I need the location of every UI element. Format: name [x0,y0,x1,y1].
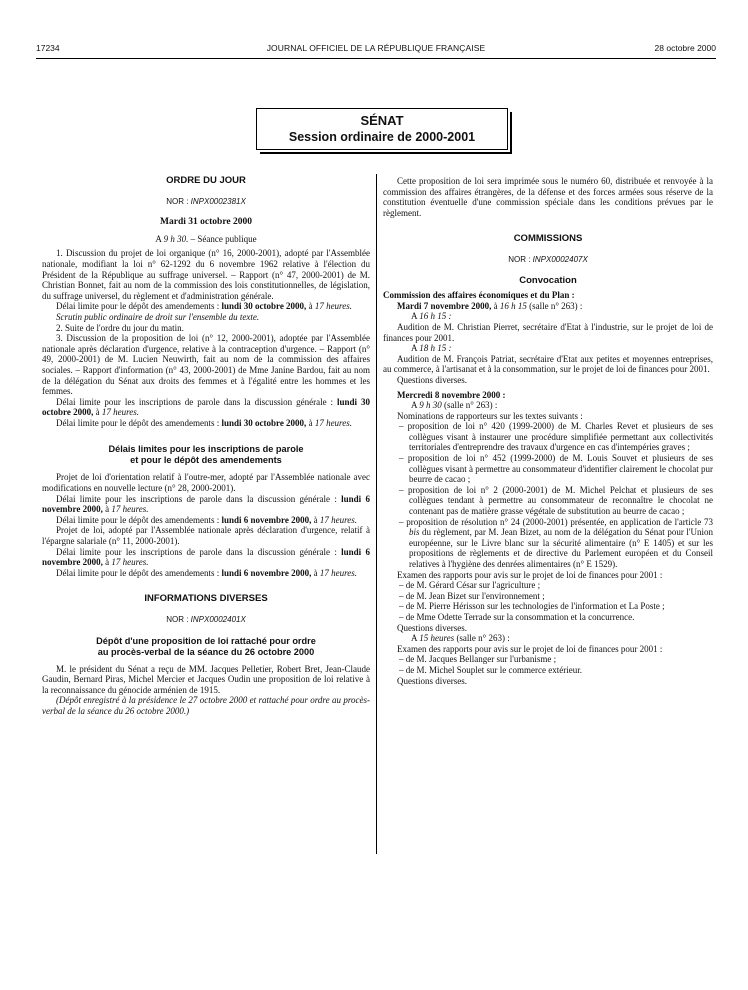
day-room: (salle n° 263) : [526,300,583,311]
delai-text: Délai limite pour les inscriptions de parole dans la discussion générale : [56,396,338,407]
time-9h30 [383,400,713,411]
time-prefix: A [411,633,420,644]
left-column [42,176,370,717]
nominations-text: Nominations de rapporteurs sur les textes suivants : [397,410,583,421]
senat-title-box [256,108,508,150]
delai-date: lundi 6 novembre 2000, [42,546,370,568]
nor-label: NOR : [166,196,189,206]
nor-reference-commissions [383,255,713,266]
time-prefix: A [411,343,420,354]
delais-title [42,444,370,466]
page-header [36,43,716,57]
time-label: – Séance publique [188,233,257,244]
nor-code: INPX0002401X [190,615,246,624]
list-item [383,517,713,570]
delais-title-line2: et pour le dépôt des amendements [130,455,282,466]
audition-pierret: Audition de M. Christian Pierret, secrétaire d'Etat à l'industrie, sur le projet de loi de finances pour 2001. [383,321,713,343]
commission-name: Commission des affaires économiques et du Plan : [383,290,575,301]
issue-date: 28 octobre 2000 [654,43,716,53]
delai-amendements-epargne [42,568,370,579]
projet-epargne-salariale: Projet de loi, adopté par l'Assemblée nationale après déclaration d'urgence, relatif à l'épargne salariale (n° 11, 2000-2001). [42,525,370,547]
day-mercredi-8: Mercredi 8 novembre 2000 : [397,389,506,400]
time-15h [383,633,713,644]
column-divider [376,174,377,854]
list-item: – proposition de loi n° 2 (2000-2001) de M. Michel Pelchat et plusieurs de ses collègues tendant à permettre au consommateur de reconnaître le chocolat ne contenant pas de matière grasse végétale de substitution au beurre de cacao ; [399,484,713,517]
delai-date: lundi 6 novembre 2000, [42,493,370,515]
journal-title: JOURNAL OFFICIEL DE LA RÉPUBLIQUE FRANÇAISE [266,43,486,53]
delai-hour: 17 heures. [101,407,139,418]
day-hour: 16 h 15 [499,300,527,311]
delai-connector: à [306,301,315,312]
list-item: – de M. Jean Bizet sur l'environnement ; [399,590,545,601]
delai-text: Délai limite pour les inscriptions de parole dans la discussion générale : [56,493,342,504]
list-item: – de M. Pierre Hérisson sur les technologies de l'information et La Poste ; [399,601,665,612]
delai-hour: 17 heures. [319,567,357,578]
delai-amendements-3 [42,418,370,429]
depot-note: (Dépôt enregistré à la présidence le 27 octobre 2000 et rattaché pour ordre au procès-verbal de la séance du 26 octobre 2000.) [42,695,370,716]
ordre-du-jour-title: ORDRE DU JOUR [166,175,246,186]
convocation-title: Convocation [519,274,577,286]
time-value: 16 h 15 : [419,311,452,322]
delai-parole-epargne [42,547,370,568]
session-time [42,234,370,245]
delai-connector: à [311,567,320,578]
list-item: – de M. Michel Souplet sur le commerce extérieur. [399,664,582,675]
list-italic: bis [409,527,420,538]
list-item: – de Mme Odette Terrade sur la consommation et la concurrence. [399,611,635,622]
time-value: 15 heures [419,633,455,644]
delai-date: lundi 6 novembre 2000, [221,567,312,578]
time-18h15 [383,343,713,354]
list-item: – proposition de loi n° 452 (1999-2000) de M. Louis Souvet et plusieurs de ses collègues visant à permettre au consommateur d'identifier clairement le chocolat pur beurre de cacao ; [399,453,714,485]
time-prefix: A [155,233,162,244]
time-value: 18 h 15 : [419,343,452,354]
delai-connector: à [306,417,315,428]
delai-parole-outre-mer [42,494,370,515]
delai-text: Délai limite pour le dépôt des amendements : [56,417,222,428]
list-item: – proposition de loi n° 420 (1999-2000) de M. Charles Revet et plusieurs de ses collègues visant à instaurer une procédure simplifiée permettant aux collectivités territoriales d'entreprendre des travaux d'urgence en cas d'intempéries graves ; [399,421,713,453]
nor-label: NOR : [508,254,531,264]
delai-amendements-1 [42,301,370,312]
page-number: 17234 [36,43,60,53]
delai-date: lundi 30 octobre 2000, [42,396,370,418]
delai-parole-3 [42,397,370,418]
time-value: 9 h 30. [163,233,189,244]
day-mardi-7 [383,301,713,312]
delai-hour: 17 heures. [111,557,149,568]
list-item: – de M. Jacques Bellanger sur l'urbanisme ; [399,654,557,665]
header-rule [36,58,716,59]
examen-rapports-1: Examen des rapports pour avis sur le projet de loi de finances pour 2001 : [397,569,663,580]
session-day: Mardi 31 octobre 2000 [160,217,252,228]
informations-diverses-title: INFORMATIONS DIVERSES [144,593,268,605]
agenda-item-2: 2. Suite de l'ordre du jour du matin. [56,322,184,333]
scrutin-note: Scrutin public ordinaire de droit sur l'ensemble du texte. [56,311,260,322]
projet-outre-mer: Projet de loi d'orientation relatif à l'outre-mer, adopté par l'Assemblée nationale avec modifications en nouvelle lecture (n° 28, 2000-2001). [42,472,370,494]
nor-code: INPX0002381X [190,196,246,206]
right-column [383,176,713,686]
list-item: – de M. Gérard César sur l'agriculture ; [399,580,541,591]
list-text: – proposition de résolution n° 24 (2000-2001) présentée, en application de l'article 73 [399,516,713,527]
questions-diverses-1: Questions diverses. [397,374,467,385]
delai-text: Délai limite pour le dépôt des amendements : [56,301,222,312]
nor-code: INPX0002407X [532,254,588,264]
commissions-title: COMMISSIONS [513,233,583,245]
day-label: Mardi 7 novembre 2000, [397,300,492,311]
delai-date: lundi 30 octobre 2000, [221,417,307,428]
examen-rapports-2: Examen des rapports pour avis sur le projet de loi de finances pour 2001 : [397,643,663,654]
agenda-item-1: 1. Discussion du projet de loi organique (n° 16, 2000-2001), adopté par l'Assemblée nationale, modifiant la loi n° 62-1292 du 6 novembre 1962 relative à l'élection du Président de la République au suffrage universel. – Rapport (n° 47, 2000-2001) de M. Christian Bonnet, fait au nom de la commission des lois constitutionnelles, de législation, du suffrage universel, du règlement et d'administration générale. [42,248,370,301]
time-prefix: A [411,311,420,322]
audition-patriat: Audition de M. François Patriat, secrétaire d'Etat aux petites et moyennes entreprises, au commerce, à l'artisanat et à la consommation, sur le projet de loi de finances pour 2001. [383,353,713,375]
delais-title-line1: Délais limites pour les inscriptions de parole [108,444,304,455]
time-room: (salle n° 263) : [454,633,510,644]
delai-connector: à [311,514,320,525]
delai-text: Délai limite pour les inscriptions de parole dans la discussion générale : [56,546,342,557]
time-16h15 [383,311,713,322]
proposition-renvoi-text: Cette proposition de loi sera imprimée sous le numéro 60, distribuée et renvoyée à la commission des affaires étrangères, de la défense et des forces armées sous réserve de la constitution éventuelle d'une commission spéciale dans les conditions prévues par le règlement. [383,176,713,218]
nor-reference [42,197,370,208]
time-room: (salle n° 263) : [441,400,498,411]
day-connector: à [491,300,500,311]
senat-title: SÉNAT [360,113,404,128]
time-prefix: A [411,400,420,411]
session-title: Session ordinaire de 2000-2001 [288,130,476,144]
delai-hour: 17 heures. [314,301,352,312]
delai-amendements-outre-mer [42,515,370,526]
delai-text: Délai limite pour le dépôt des amendements : [56,567,222,578]
delai-hour: 17 heures. [111,504,149,515]
delai-text: Délai limite pour le dépôt des amendements : [56,514,222,525]
delai-hour: 17 heures. [319,514,357,525]
depot-text: M. le président du Sénat a reçu de MM. Jacques Pelletier, Robert Bret, Jean-Claude Gaudin, Bernard Piras, Michel Mercier et Jacques Oudin une proposition de loi relative à la reconnaissance du génocide arménien de 1915. [42,663,370,695]
depot-title-line1: Dépôt d'une proposition de loi rattaché pour ordre [96,635,316,646]
list-text: du règlement, par M. Jean Bizet, au nom de la délégation du Sénat pour l'Union européenne, sur le Livre blanc sur la sécurité alimentaire (n° E 1405) et sur les propositions de règlements et de directive du Parlement européen et du Conseil relatives à l'hygiène des denrées alimentaires (n° E 1529). [409,527,713,569]
delai-date: lundi 30 octobre 2000, [221,301,307,312]
delai-hour: 17 heures. [314,417,352,428]
questions-diverses-3: Questions diverses. [397,675,467,686]
depot-title-line2: au procès-verbal de la séance du 26 octobre 2000 [97,646,315,657]
time-value: 9 h 30 [419,400,442,411]
nor-label: NOR : [166,615,189,624]
delai-connector: à [102,504,112,515]
depot-proposition-title [42,636,370,658]
agenda-item-3: 3. Discussion de la proposition de loi (n° 12, 2000-2001), adoptée par l'Assemblée nationale après déclaration d'urgence, relative à la contraception d'urgence. – Rapport (n° 49, 2000-2001) de M. Lucien Neuwirth, fait au nom de la commission des affaires sociales. – Rapport d'information (n° 43, 2000-2001) de Mme Janine Bardou, fait au nom de la délégation du Sénat aux droits des femmes et à l'égalité entre les hommes et les femmes. [42,333,370,397]
nor-reference-infos [42,615,370,626]
questions-diverses-2: Questions diverses. [397,622,467,633]
delai-connector: à [102,557,112,568]
delai-connector: à [93,407,102,418]
delai-date: lundi 6 novembre 2000, [221,514,312,525]
